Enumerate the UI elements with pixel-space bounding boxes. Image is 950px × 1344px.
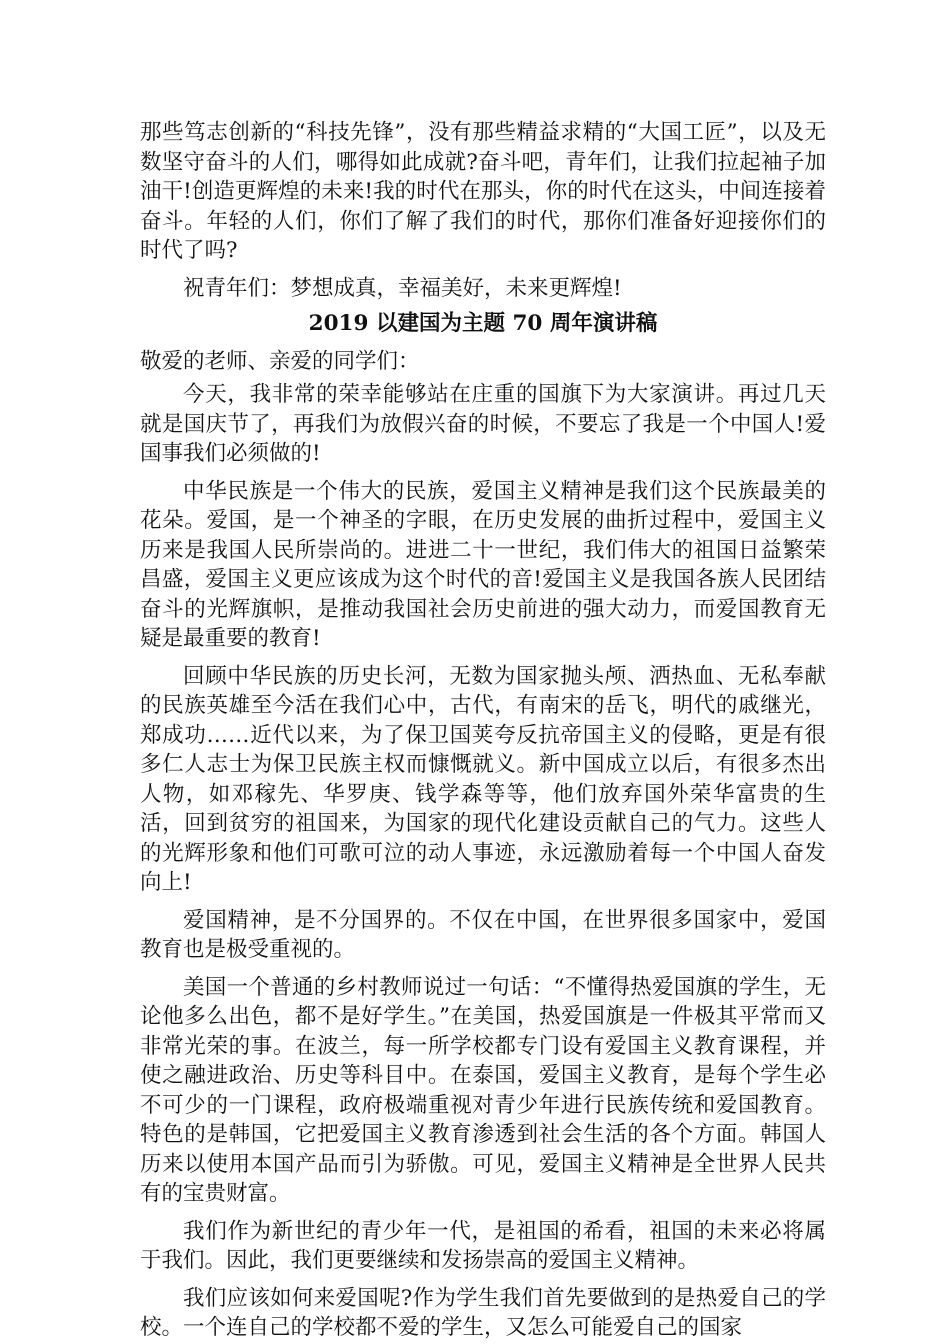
closing-wish: 祝青年们：梦想成真，幸福美好，未来更辉煌! bbox=[183, 275, 622, 301]
body-paragraph: 我们应该如何来爱国呢?作为学生我们首先要做到的是热爱自己的学校。一个连自己的学校都不爱的学生，又怎么可能爱自己的国家 bbox=[140, 1285, 826, 1340]
body-paragraph: 今天，我非常的荣幸能够站在庄重的国旗下为大家演讲。再过几天就是国庆节了，再我们为放假兴奋的时候，不要忘了我是一个中国人!爱国事我们必须做的! bbox=[140, 382, 826, 466]
body-paragraph: 爱国精神，是不分国界的。不仅在中国，在世界很多国家中，爱国教育也是极受重视的。 bbox=[140, 907, 826, 962]
body-paragraph: 美国一个普通的乡村教师说过一句话：“不懂得热爱国旗的学生，无论他多么出色，都不是好学生。”在美国，热爱国旗是一件极其平常而又非常光荣的事。在波兰，每一所学校都专门设有爱国主义教育课程，并使之融进政治、历史等科目中。在泰国，爱国主义教育，是每个学生必不可少的一门课程，政府极端重视对青少年进行民族传统和爱国教育。特色的是韩国，它把爱国主义教育渗透到社会生活的各个方面。韩国人历来以使用本国产品而引为骄傲。可见，爱国主义精神是全世界人民共有的宝贵财富。 bbox=[140, 974, 826, 1206]
body-paragraph: 回顾中华民族的历史长河，无数为国家抛头颅、洒热血、无私奉献的民族英雄至今活在我们心中，古代，有南宋的岳飞，明代的戚继光，郑成功……近代以来，为了保卫国荚夸反抗帝国主义的侵略，更是有很多仁人志士为保卫民族主权而慷慨就义。新中国成立以后，有很多杰出人物，如邓稼先、华罗庚、钱学森等等，他们放弃国外荣华富贵的生活，回到贫穷的祖国来，为国家的现代化建设贡献自己的气力。这些人的光辉形象和他们可歌可泣的动人事迹，永远激励着每一个中国人奋发向上! bbox=[140, 663, 826, 895]
body-paragraph: 我们作为新世纪的青少年一代，是祖国的希看，祖国的未来必将属于我们。因此，我们更要继续和发扬崇高的爱国主义精神。 bbox=[140, 1218, 826, 1273]
body-paragraph: 中华民族是一个伟大的民族，爱国主义精神是我们这个民族最美的花朵。爱国，是一个神圣的字眼，在历史发展的曲折过程中，爱国主义历来是我国人民所崇尚的。进进二十一世纪，我们伟大的祖国日益繁荣昌盛，爱国主义更应该成为这个时代的音!爱国主义是我国各族人民团结奋斗的光辉旗帜，是推动我国社会历史前进的强大动力，而爱国教育无疑是最重要的教育! bbox=[140, 478, 826, 651]
speech-title: 2019 以建国为主题 70 周年演讲稿 bbox=[308, 311, 658, 336]
intro-paragraph: 那些笃志创新的“科技先锋”，没有那些精益求精的“大国工匠”，以及无数坚守奋斗的人们，哪得如此成就?奋斗吧，青年们，让我们拉起袖子加油干!创造更辉煌的未来!我的时代在那头，你的时代在这头，中间连接着奋斗。年轻的人们，你们了解了我们的时代，那你们准备好迎接你们的时代了吗? bbox=[140, 120, 826, 263]
salutation: 敬爱的老师、亲爱的同学们： bbox=[140, 348, 420, 374]
